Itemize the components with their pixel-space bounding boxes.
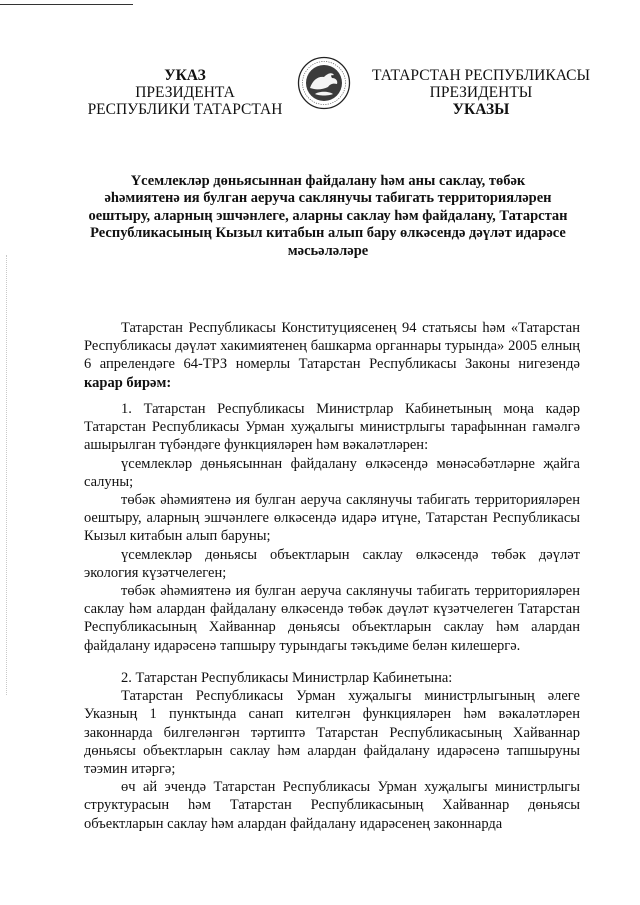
section-1-paragraph: төбәк әһәмиятенә ия булган аеруча саклянучы табигать территорияләрен оештыру, аларның эшчәнлеге өлкәсендә идарә итүне, Татарстан Республикасы Кызыл китабын алып баруны; (84, 492, 580, 545)
coat-of-arms-icon (297, 56, 351, 110)
top-rule (0, 4, 133, 5)
title-line: Республикасының Кызыл китабын алып бару өлкәсендә дәүләт идарәсе (90, 225, 566, 242)
preamble (84, 319, 580, 392)
section-1-paragraph: үсемлекләр дөньясыннан файдалану өлкәсендә мөнәсәбәтләрне җайга салуны; (84, 455, 580, 490)
title-line: Үсемлекләр дөньясыннан файдалану һәм аны саклау, төбәк (130, 173, 526, 189)
section-2-paragraph: Татарстан Республикасы Урман хуҗалыгы министрлыгының әлеге Указның 1 пунктында санап кителгән функцияләрен һәм вәкаләтләрен законнарда билгеләнгән тәртиптә Татарстан Республикасының Хайваннар дөньясы объектларын саклау һәм алардан файдалану идарәсенә тапшыруны тәэмин итәргә; (84, 688, 580, 778)
scan-margin-mark (6, 255, 7, 695)
header-left-line1: УКАЗ (164, 67, 206, 84)
header-right-line3: УКАЗЫ (452, 101, 510, 118)
section-1-paragraph: үсемлекләр дөньясы объектларын саклау өлкәсендә төбәк дәүләт экология күзәтчелеген; (84, 546, 580, 581)
preamble-paragraph (84, 319, 580, 392)
decree-phrase: карар бирәм: (84, 374, 172, 391)
header-right-line1: ТАТАРСТАН РЕСПУБЛИКАСЫ (372, 67, 590, 84)
section-2 (84, 669, 580, 833)
preamble-text: Татарстан Республикасы Конституциясенең 94 статьясы һәм «Татарстан Республикасы дәүләт хакимиятенең башкарма органнары турында» 2005 елның 6 апрелендәге 64-ТРЗ номерлы Татарстан Республикасы Законы нигезендә (84, 320, 580, 373)
header-right-line2: ПРЕЗИДЕНТЫ (429, 84, 533, 101)
title-line: оештыру, аларның эшчәнлеге, аларны саклау һәм файдалану, Татарстан (88, 207, 568, 224)
title-line: мәсьәләләре (287, 242, 369, 259)
section-2-paragraph: өч ай эчендә Татарстан Республикасы Урман хуҗалыгы министрлыгы структурасын һәм Татарстан Республикасының Хайваннар дөньясы объектларын саклау һәм алардан файдалану идарәсенең законнарда (84, 779, 580, 832)
section-1-paragraph: төбәк әһәмиятенә ия булган аеруча саклянучы табигать территорияләрен саклау һәм алардан файдалану өлкәсендә төбәк дәүләт күзәтчелеген Татарстан Республикасының Хайваннар дөньясы объектларын саклау һәм алардан файдалану идарәсенә тапшыру турындагы тәкъдиме белән килешергә. (84, 583, 580, 654)
header-tatar (368, 67, 594, 118)
section-2-paragraph: 2. Татарстан Республикасы Министрлар Кабинетына: (121, 670, 453, 686)
header-left-line2: ПРЕЗИДЕНТА (135, 84, 235, 101)
title-line: әһәмиятенә ия булган аеруча саклянучы табигать территорияләрен (104, 190, 552, 207)
section-1-paragraph: 1. Татарстан Республикасы Министрлар Кабинетының моңа кадәр Татарстан Республикасы Урман хуҗалыгы министрлыгы тарафыннан гамәлгә ашырылган түбәндәге функцияләрен һәм вәкаләтләрен: (84, 401, 580, 454)
header-left-line3: РЕСПУБЛИКИ ТАТАРСТАН (87, 101, 283, 118)
header-russian (80, 67, 290, 118)
document-title (86, 173, 570, 260)
section-1 (84, 400, 580, 655)
